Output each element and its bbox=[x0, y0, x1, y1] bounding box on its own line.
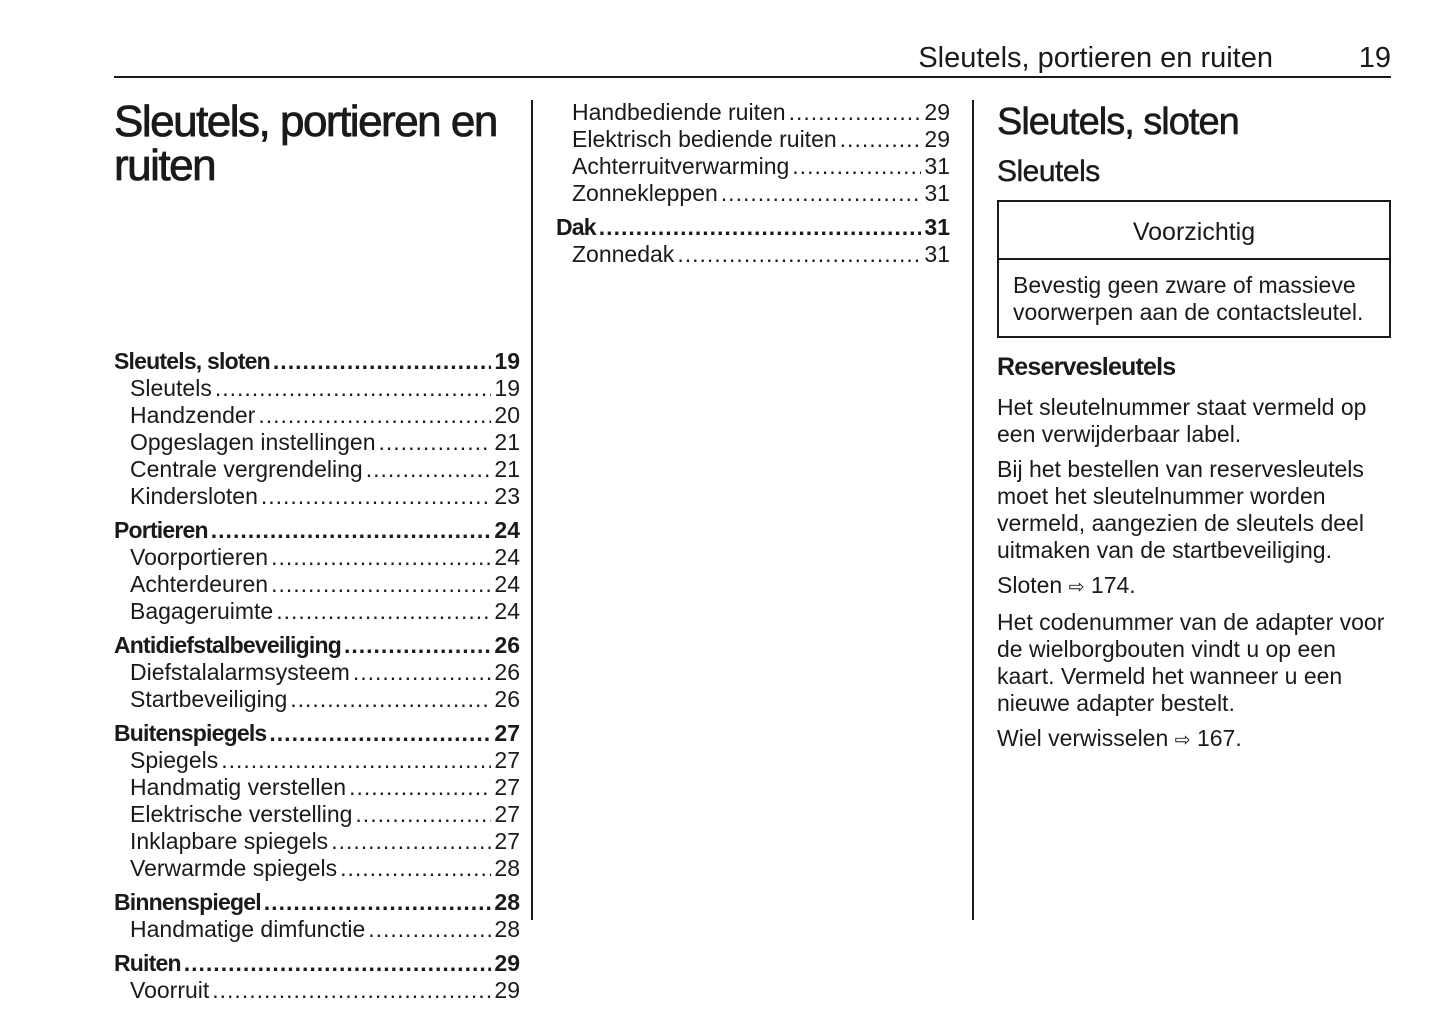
dot-leader bbox=[212, 977, 491, 1004]
toc-label: Handmatige dimfunctie bbox=[130, 916, 366, 942]
dot-leader bbox=[264, 889, 492, 916]
toc-page: 27 bbox=[494, 720, 520, 746]
dot-leader bbox=[276, 598, 491, 625]
toc-page: 29 bbox=[494, 950, 520, 976]
toc-label: Verwarmde spiegels bbox=[130, 855, 338, 881]
toc-entry[interactable] bbox=[114, 571, 520, 598]
toc-label: Spiegels bbox=[130, 747, 219, 773]
toc-label: Inklapbare spiegels bbox=[130, 828, 329, 854]
toc-entry[interactable] bbox=[114, 375, 520, 402]
toc-group bbox=[114, 950, 520, 1004]
toc-page: 27 bbox=[494, 774, 520, 800]
toc-entry[interactable] bbox=[114, 402, 520, 429]
toc-page: 26 bbox=[494, 659, 520, 685]
toc-entry[interactable] bbox=[556, 153, 950, 180]
toc-page: 28 bbox=[494, 916, 520, 942]
toc-page: 19 bbox=[494, 348, 520, 374]
toc-label: Diefstalalarmsysteem bbox=[130, 659, 350, 685]
table-of-contents bbox=[114, 348, 520, 1004]
toc-label: Kindersloten bbox=[130, 483, 258, 509]
dot-leader bbox=[721, 180, 922, 207]
toc-page: 20 bbox=[494, 402, 520, 428]
toc-entry[interactable] bbox=[114, 598, 520, 625]
paragraph: Bij het bestellen van reservesleutels moet het sleutelnummer worden vermeld, aangezien de sleutels deel uitmaken van de startbeveiliging. bbox=[997, 456, 1364, 563]
toc-label: Handbediende ruiten bbox=[572, 99, 786, 125]
toc-entry[interactable] bbox=[114, 686, 520, 713]
dot-leader bbox=[677, 241, 921, 268]
toc-page: 24 bbox=[494, 598, 520, 624]
arrow-right-icon: ⇨ bbox=[1068, 577, 1085, 598]
dot-leader bbox=[215, 375, 492, 402]
toc-label: Zonnekleppen bbox=[572, 180, 718, 206]
column-divider bbox=[531, 100, 533, 920]
toc-page: 31 bbox=[924, 241, 950, 267]
toc-entry[interactable] bbox=[114, 774, 520, 801]
toc-page: 27 bbox=[494, 747, 520, 773]
toc-page: 29 bbox=[924, 99, 950, 125]
dot-leader bbox=[353, 659, 492, 686]
toc-entry[interactable] bbox=[114, 544, 520, 571]
toc-entry[interactable] bbox=[114, 801, 520, 828]
ref-label: Wiel verwisselen bbox=[997, 725, 1169, 751]
paragraph: Het codenummer van de adapter voor de wielborgbouten vindt u op een kaart. Vermeld het wanneer u een nieuwe adapter bestelt. bbox=[997, 609, 1385, 716]
toc-label: Voorportieren bbox=[130, 544, 269, 570]
dot-leader bbox=[368, 916, 491, 943]
toc-entry[interactable] bbox=[114, 977, 520, 1004]
toc-label: Handmatig verstellen bbox=[130, 774, 347, 800]
toc-group bbox=[114, 889, 520, 943]
toc-section-entry[interactable] bbox=[556, 214, 950, 241]
dot-leader bbox=[221, 747, 491, 774]
toc-label: Elektrisch bediende ruiten bbox=[572, 126, 837, 152]
page-number: 19 bbox=[1358, 42, 1391, 74]
dot-leader bbox=[840, 126, 922, 153]
toc-page: 31 bbox=[924, 180, 950, 206]
toc-page: 21 bbox=[494, 429, 520, 455]
toc-entry[interactable] bbox=[556, 241, 950, 268]
ref-label: Sloten bbox=[997, 572, 1063, 598]
toc-column-1 bbox=[114, 98, 520, 1011]
subsection-title: Sleutels bbox=[997, 155, 1100, 188]
toc-group bbox=[556, 214, 950, 268]
cross-reference-sloten[interactable] bbox=[997, 572, 1391, 601]
toc-label: Achterdeuren bbox=[130, 571, 269, 597]
toc-page: 29 bbox=[494, 977, 520, 1003]
toc-section-entry[interactable] bbox=[114, 348, 520, 375]
section-title: Sleutels, sloten bbox=[997, 101, 1239, 143]
toc-page: 21 bbox=[494, 456, 520, 482]
table-of-contents-continued bbox=[556, 99, 950, 268]
toc-group bbox=[114, 632, 520, 713]
toc-entry[interactable] bbox=[114, 483, 520, 510]
running-header-title: Sleutels, portieren en ruiten bbox=[918, 42, 1273, 74]
toc-label: Sleutels bbox=[130, 375, 212, 401]
dot-leader bbox=[366, 456, 492, 483]
toc-label: Antidiefstalbeveiliging bbox=[114, 632, 341, 658]
caution-box bbox=[997, 200, 1391, 338]
toc-page: 26 bbox=[494, 632, 520, 658]
caution-heading: Voorzichtig bbox=[999, 202, 1389, 260]
toc-label: Buitenspiegels bbox=[114, 720, 267, 746]
ref-page[interactable]: 167. bbox=[1196, 725, 1242, 751]
toc-page: 31 bbox=[924, 153, 950, 179]
toc-entry[interactable] bbox=[114, 828, 520, 855]
dot-leader bbox=[340, 855, 491, 882]
toc-page: 27 bbox=[494, 828, 520, 854]
toc-page: 26 bbox=[494, 686, 520, 712]
toc-page: 24 bbox=[494, 544, 520, 570]
dot-leader bbox=[599, 214, 922, 241]
dot-leader bbox=[271, 571, 491, 598]
dot-leader bbox=[789, 99, 922, 126]
toc-page: 28 bbox=[494, 855, 520, 881]
dot-leader bbox=[792, 153, 921, 180]
dot-leader bbox=[349, 774, 491, 801]
dot-leader bbox=[379, 429, 492, 456]
toc-label: Elektrische verstelling bbox=[130, 801, 353, 827]
dot-leader bbox=[211, 517, 492, 544]
toc-entry[interactable] bbox=[114, 916, 520, 943]
toc-entry[interactable] bbox=[114, 659, 520, 686]
toc-label: Achterruitverwarming bbox=[572, 153, 790, 179]
toc-label: Centrale vergrendeling bbox=[130, 456, 363, 482]
toc-label: Voorruit bbox=[130, 977, 210, 1003]
chapter-title: Sleutels, portieren en ruiten bbox=[114, 97, 497, 190]
arrow-right-icon: ⇨ bbox=[1174, 730, 1191, 751]
toc-entry[interactable] bbox=[556, 126, 950, 153]
toc-entry[interactable] bbox=[556, 99, 950, 126]
reservesleutels-heading: Reservesleutels bbox=[997, 353, 1176, 381]
toc-label: Opgeslagen instellingen bbox=[130, 429, 376, 455]
dot-leader bbox=[273, 348, 491, 375]
toc-page: 28 bbox=[494, 889, 520, 915]
toc-label: Zonnedak bbox=[572, 241, 675, 267]
toc-label: Dak bbox=[556, 214, 596, 240]
toc-page: 19 bbox=[494, 375, 520, 401]
column-divider bbox=[972, 100, 974, 920]
paragraph: Het sleutelnummer staat vermeld op een verwijderbaar label. bbox=[997, 394, 1367, 447]
toc-label: Handzender bbox=[130, 402, 256, 428]
toc-entry[interactable] bbox=[114, 429, 520, 456]
dot-leader bbox=[355, 801, 491, 828]
toc-page: 24 bbox=[494, 517, 520, 543]
toc-entry[interactable] bbox=[114, 747, 520, 774]
dot-leader bbox=[269, 720, 491, 747]
toc-entry[interactable] bbox=[114, 855, 520, 882]
toc-section-entry[interactable] bbox=[114, 950, 520, 977]
toc-page: 27 bbox=[494, 801, 520, 827]
toc-page: 31 bbox=[924, 214, 950, 240]
running-header bbox=[114, 40, 1391, 78]
dot-leader bbox=[331, 828, 491, 855]
toc-section-entry[interactable] bbox=[114, 720, 520, 747]
toc-group bbox=[114, 348, 520, 510]
dot-leader bbox=[261, 483, 492, 510]
toc-page: 23 bbox=[494, 483, 520, 509]
toc-page: 29 bbox=[924, 126, 950, 152]
toc-group bbox=[114, 517, 520, 625]
dot-leader bbox=[344, 632, 491, 659]
toc-label: Portieren bbox=[114, 517, 208, 543]
content-column bbox=[997, 98, 1391, 762]
toc-entry[interactable] bbox=[114, 456, 520, 483]
ref-page[interactable]: 174. bbox=[1090, 572, 1136, 598]
caution-text: Bevestig geen zware of massieve voorwerpen aan de contactsleutel. bbox=[1013, 272, 1364, 325]
cross-reference-wiel[interactable] bbox=[997, 725, 1391, 754]
toc-section-entry[interactable] bbox=[114, 632, 520, 659]
dot-leader bbox=[258, 402, 491, 429]
toc-page: 24 bbox=[494, 571, 520, 597]
toc-group bbox=[114, 720, 520, 882]
toc-label: Startbeveiliging bbox=[130, 686, 288, 712]
toc-entry[interactable] bbox=[556, 180, 950, 207]
dot-leader bbox=[271, 544, 491, 571]
toc-group bbox=[556, 99, 950, 207]
dot-leader bbox=[290, 686, 491, 713]
toc-label: Bagageruimte bbox=[130, 598, 274, 624]
toc-label: Ruiten bbox=[114, 950, 181, 976]
toc-label: Binnenspiegel bbox=[114, 889, 261, 915]
toc-section-entry[interactable] bbox=[114, 889, 520, 916]
toc-column-2 bbox=[556, 98, 950, 275]
dot-leader bbox=[184, 950, 492, 977]
toc-section-entry[interactable] bbox=[114, 517, 520, 544]
toc-label: Sleutels, sloten bbox=[114, 348, 270, 374]
